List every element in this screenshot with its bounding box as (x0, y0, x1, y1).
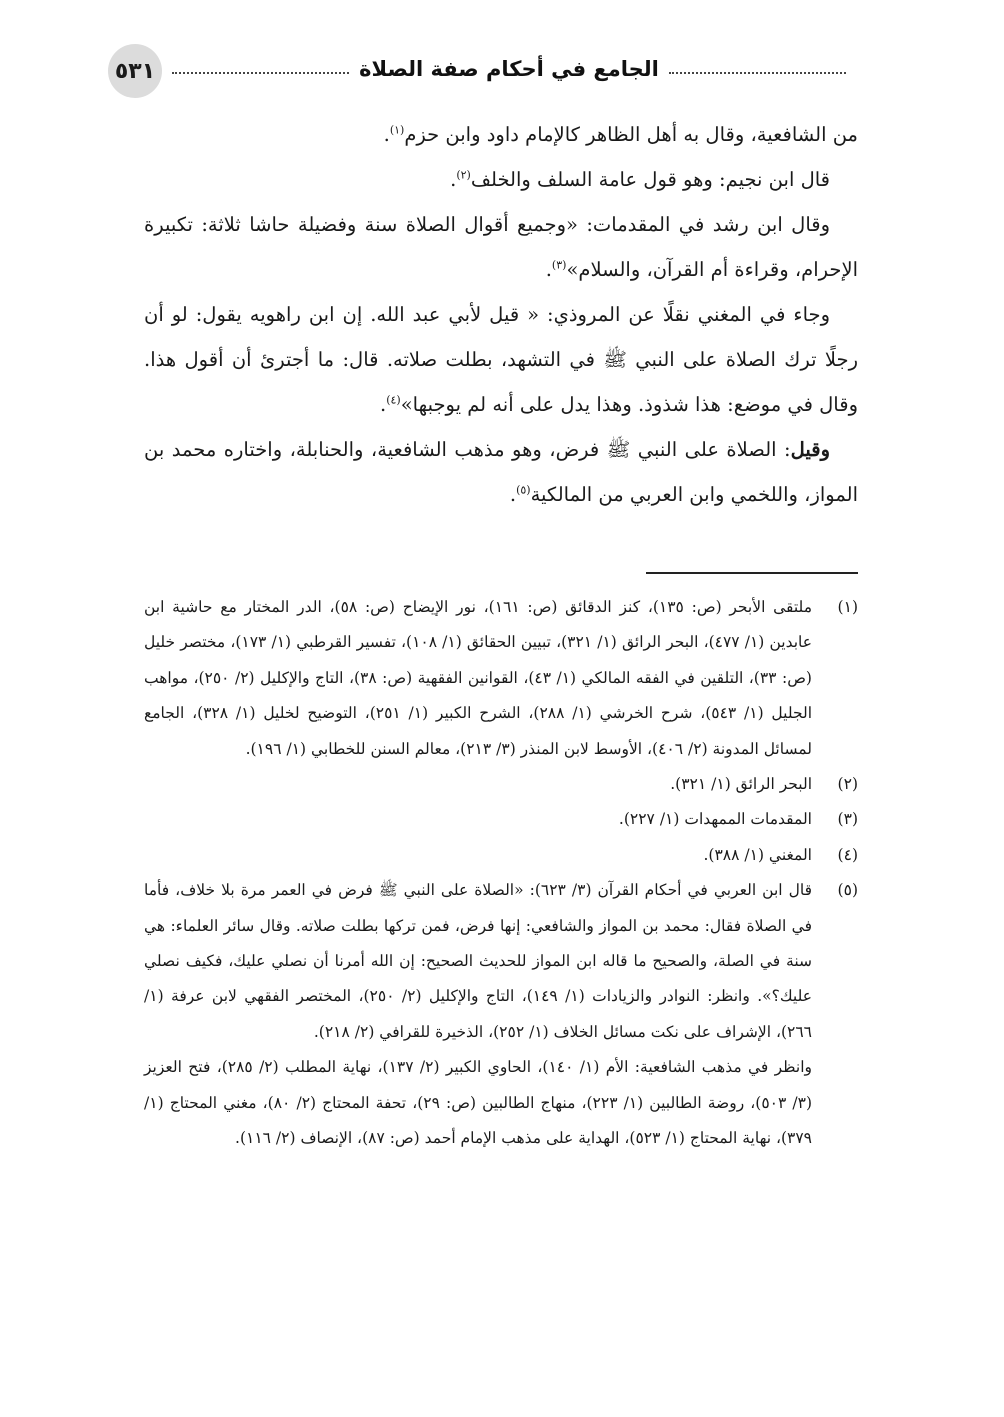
footnote-number: (٤) (837, 845, 858, 864)
footnote-number: (٢) (837, 775, 858, 794)
footnote-text: ملتقى الأبحر (ص: ١٣٥)، كنز الدقائق (ص: ١٦١)، نور الإيضاح (ص: ٥٨)، الدر المختار مع حاشية ابن عابدين (١/ ٤٧٧)، البحر الرائق (١/ ٣٢١)، تبيين الحقائق (١/ ١٠٨)، تفسير القرطبي (١/ ١٧٣)، مختصر خليل (ص: ٣٣)، التلقين في الفقه المالكي (١/ ٤٣)، القوانين الفقهية (ص: ٣٨)، التاج والإكليل (٢/ ٢٥٠)، مواهب الجليل (١/ ٥٤٣)، شرح الخرشي (١/ ٢٨٨)، الشرح الكبير (١/ ٢٥١)، التوضيح لخليل (١/ ٣٢٨)، الجامع لمسائل المدونة (٢/ ٤٠٦)، الأوسط لابن المنذر (٣/ ٢١٣)، معالم السنن للخطابي (١/ ١٩٦). (144, 598, 813, 758)
paragraph-3 (144, 202, 858, 292)
paragraph-end: . (545, 258, 552, 281)
paragraph-end: . (379, 393, 387, 416)
header-dots-left (172, 72, 349, 74)
paragraph-text: : الصلاة على النبي ﷺ فرض، وهو مذهب الشافعية، والحنابلة، واختاره محمد بن المواز، واللخمي وابن العربي من المالكية (144, 438, 858, 506)
keyword-qila: وقيل (790, 438, 830, 461)
paragraph-end: . (450, 168, 457, 191)
footnote-number: (٥) (837, 881, 858, 900)
book-title: الجامع في أحكام صفة الصلاة (359, 57, 659, 81)
footnote-text: قال ابن العربي في أحكام القرآن (٣/ ٦٢٣): «الصلاة على النبي ﷺ فرض في العمر مرة بلا خلاف، فأما في الصلاة فقال: محمد بن المواز والشافعي: إنها فرض، فمن تركها بطلت صلاته. وقال سائر العلماء: هي سنة في الصلة، والصحيح ما قاله ابن المواز للحديث الصحيح: إن الله أمرنا أن نصلي عليك، فكيف نصلي عليك؟». وانظر: النوادر والزيادات (١/ ١٤٩)، التاج والإكليل (٢/ ٢٥٠)، المختصر الفقهي لابن عرفة (١/ ٢٦٦)، الإشراف على نكت مسائل الخلاف (١/ ٢٥٢)، الذخيرة للقرافي (٢/ ٢١٨). (144, 881, 813, 1041)
paragraph-end: . (383, 123, 390, 146)
footnote-4 (144, 838, 858, 873)
header-dots-right (669, 72, 846, 74)
footnote-ref-4: (٤) (386, 393, 401, 407)
footnote-5-continuation: وانظر في مذهب الشافعية: الأم (١/ ١٤٠)، الحاوي الكبير (٢/ ١٣٧)، نهاية المطلب (٢/ ٢٨٥)، فتح العزيز (٣/ ٥٠٣)، روضة الطالبين (١/ ٢٢٣)، منهاج الطالبين (ص: ٢٩)، تحفة المحتاج (٢/ ٨٠)، مغني المحتاج (١/ ٣٧٩)، نهاية المحتاج (١/ ٥٢٣)، الهداية على مذهب الإمام أحمد (ص: ٨٧)، الإنصاف (٢/ ١١٦). (144, 1058, 813, 1148)
footnote-separator (646, 572, 858, 574)
running-header (172, 54, 846, 84)
footnote-text: المغني (١/ ٣٨٨). (703, 845, 812, 864)
paragraph-2 (144, 157, 858, 202)
footnote-3 (144, 802, 858, 837)
footnote-number: (١) (837, 598, 858, 616)
paragraph-end: . (509, 483, 517, 506)
footnotes (144, 590, 858, 1157)
paragraph-1 (144, 112, 858, 157)
paragraph-text: قال ابن نجيم: وهو قول عامة السلف والخلف (470, 168, 830, 191)
footnote-ref-3: (٣) (551, 258, 567, 272)
footnote-text: المقدمات الممهدات (١/ ٢٢٧). (618, 810, 812, 829)
main-text (144, 112, 858, 517)
footnote-text: البحر الرائق (١/ ٣٢١). (670, 775, 812, 794)
footnote-number: (٣) (837, 810, 858, 829)
footnote-ref-5: (٥) (516, 483, 531, 497)
page-number: ٥٣١ (108, 44, 162, 98)
paragraph-text: وجاء في المغني نقلًا عن المروذي: « قيل لأبي عبد الله. إن ابن راهويه يقول: لو أن رجلًا ترك الصلاة على النبي ﷺ في التشهد، بطلت صلاته. قال: ما أجترئ أن أقول هذا. وقال في موضع: هذا شذوذ. وهذا يدل على أنه لم يوجبها» (144, 303, 858, 416)
footnote-2 (144, 767, 858, 802)
paragraph-4 (144, 292, 858, 427)
paragraph-text: من الشافعية، وقال به أهل الظاهر كالإمام داود وابن حزم (404, 123, 858, 146)
footnote-5 (144, 873, 858, 1050)
footnote-1 (144, 590, 858, 767)
paragraph-5 (144, 427, 858, 517)
footnote-ref-1: (١) (389, 123, 405, 137)
paragraph-text: وقال ابن رشد في المقدمات: «وجميع أقوال الصلاة سنة وفضيلة حاشا ثلاثة: تكبيرة الإحرام، وقراءة أم القرآن، والسلام» (144, 213, 858, 281)
footnote-ref-2: (٢) (456, 168, 471, 182)
